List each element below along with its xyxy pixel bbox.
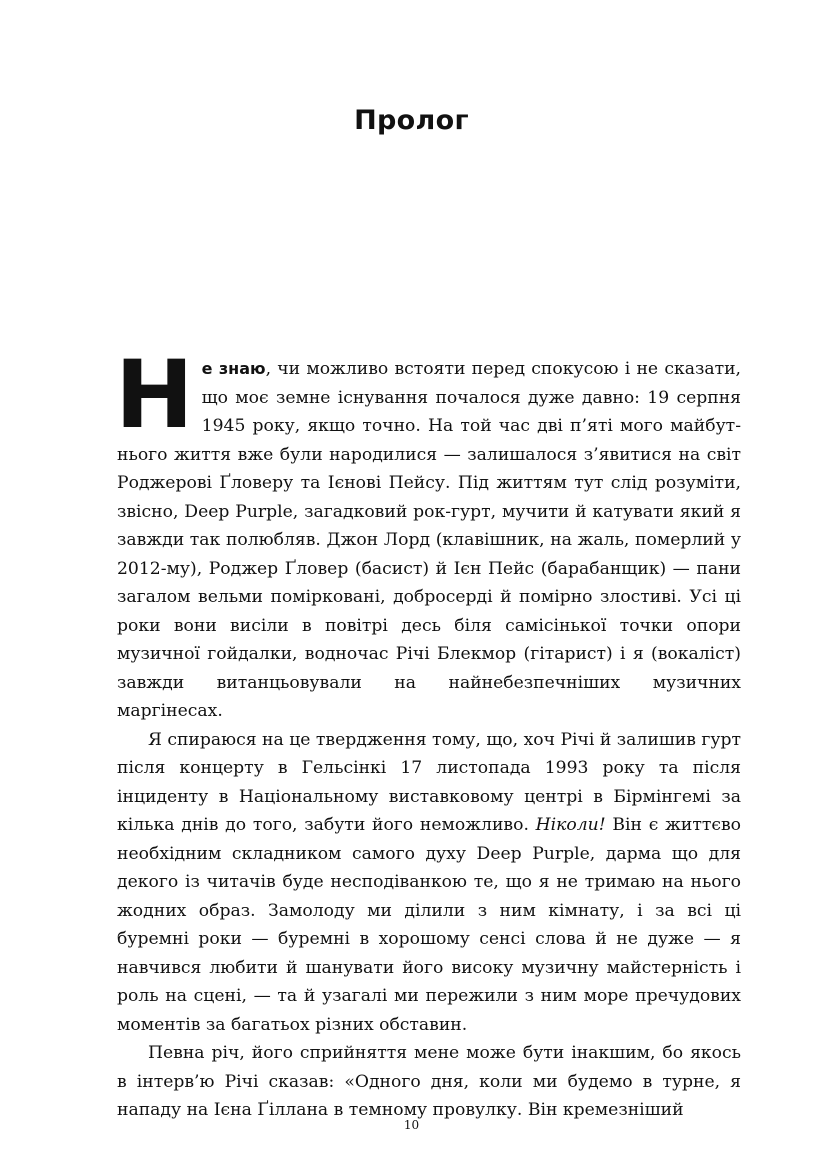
body-text <box>115 341 742 1125</box>
paragraph-2 <box>117 726 741 1040</box>
paragraph-2-emphasis: Ніколи! <box>535 815 606 835</box>
paragraph-3-text: Певна річ, його сприйняття мене може бути інакшим, бо якось в інтерв’ю Річі сказав: «Одного дня, коли ми будемо в турне, я нападу на Ієна Ґіллана в темному провулку. Він кремезніший <box>117 1043 741 1120</box>
paragraph-2-text-before: Я спираюся на це твердження тому, що, хоч Річі й залишив гурт після концерту в Гельсінкі 17 листопада 1993 року та після інциденту в Національному виставковому центрі в Бірмінгемі за кілька днів до того, забути його неможливо. <box>117 729 741 835</box>
paragraph-1 <box>115 341 742 726</box>
page-title: Пролог <box>354 105 469 136</box>
paragraph-3 <box>117 1039 741 1125</box>
paragraph-1-text: , чи можливо встояти перед спокусою і не сказати, що моє земне існування почалося дуже давно: 19 серпня 1945 року, якщо точно. На той час дві п’яті мого майбутнього життя вже були народилися — залишалося з’явитися на світ Роджерові Ґловеру та Ієнові Пейсу. Під життям тут слід розуміти, звісно, Deep Purple, загадковий рок-гурт, мучити й катувати який я завжди так полюбляв. Джон Лорд (клавішник, на жаль, померлий у 2012-му), Роджер Ґловер (басист) й Ієн Пейс (барабанщик) — пани загалом вельми помірковані, добросерді й помірно злостиві. Усі ці роки вони висіли в повітрі десь біля самісінької точки опори музичної гойдалки, водночас Річі Блекмор (гітарист) і я (вокаліст) завжди витанцьовували на найнебезпечніших музичних маргінесах. <box>117 359 742 721</box>
lead-in-text: е знаю <box>201 359 266 378</box>
drop-cap: Н <box>115 341 194 450</box>
page-number: 10 <box>403 1118 420 1132</box>
paragraph-2-text-after: Він є життєво необхідним складником самого духу Deep Purple, дарма що для декого із читачів буде несподіванкою те, що я не тримаю на нього жодних образ. Замолоду ми ділили з ним кімнату, і за всі ці буремні роки — буремні в хорошому сенсі слова й не дуже — я навчився любити й шанувати його високу музичну майстерність і роль на сцені, — та й узагалі ми пережили з ним море пречудових моментів за багатьох різних обставин. <box>117 815 741 1035</box>
